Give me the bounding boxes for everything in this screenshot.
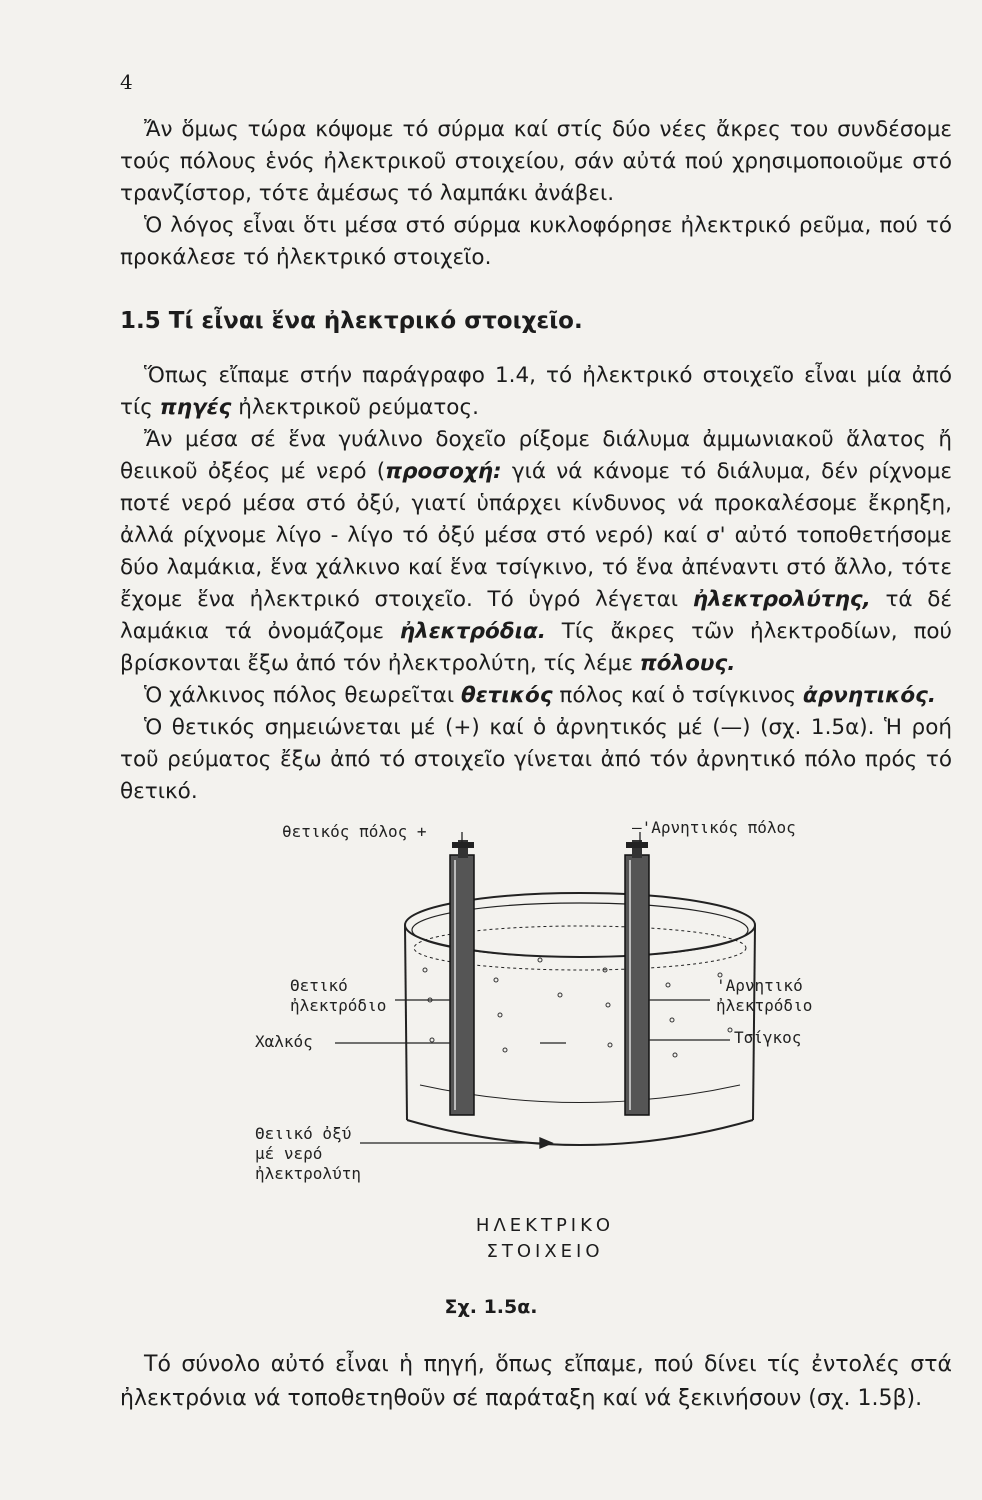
term-electrodes: ἠλεκτρόδια. <box>399 619 546 644</box>
label-acid-electrolyte <box>255 1124 361 1184</box>
term-sources: πηγές <box>159 395 232 420</box>
bubble <box>608 1043 612 1047</box>
label-line: ἠλεκτρολύτη <box>255 1164 361 1183</box>
text-run: Ἄν μέσα σέ ἕνα γυάλινο δοχεῖο ρίξομε διάλυμα ἀμμωνιακοῦ ἅλατος ἤ θειικοῦ ὀξέος μέ νερό ( <box>120 427 952 484</box>
term-poles: πόλους. <box>639 651 736 676</box>
copper-electrode <box>450 840 474 1115</box>
section-paragraph-3 <box>120 680 952 712</box>
label-negative-pole: –'Αρνητικός πόλος <box>632 818 796 837</box>
zinc-plate <box>625 855 649 1115</box>
text-run: γιά νά κάνομε τό διάλυμα, δέν ρίχνομε ποτέ νερό μέσα στό ὀξύ, γιατί ὑπάρχει κίνδυνος νά προκαλέσομε ἔκρηξη, ἀλλά ρίχνομε λίγο - λίγο τό ὀξύ μέσα στό νερό) καί σ' αὐτό τοποθετήσομε δύο λαμάκια, ἕνα χάλκινο καί ἕνα τσίγκινο, τό ἕνα ἀπέναντι στό ἄλλο, τότε ἔχομε ἕνα ἠλεκτρικό στοιχεῖο. Τό ὑγρό λέγεται <box>120 459 952 612</box>
label-copper: Χαλκός <box>255 1032 313 1051</box>
bubble <box>666 983 670 987</box>
bubble <box>498 1013 502 1017</box>
section-paragraph-1 <box>120 360 952 424</box>
intro-text <box>120 114 952 274</box>
label-line: 'Αρνητικό <box>716 976 803 995</box>
section-heading: 1.5 Τί εἶναι ἕνα ἠλεκτρικό στοιχεῖο. <box>120 308 583 334</box>
text-run: ἠλεκτρικοῦ ρεύματος. <box>231 395 479 420</box>
figure-caption: Σχ. 1.5α. <box>444 1296 538 1318</box>
text-run: τά δέ λαμάκια τά ὀνομάζομε <box>120 587 952 644</box>
zinc-terminal-cap <box>626 842 648 848</box>
label-line: ἠλεκτρόδιο <box>290 996 387 1015</box>
label-line: Θειικό ὀξύ <box>255 1124 352 1143</box>
figure-title-line: ΣΤΟΙΧΕΙΟ <box>486 1241 604 1262</box>
text-run: Ὅπως εἴπαμε στήν παράγραφο 1.4, τό ἠλεκτρικό στοιχεῖο εἶναι μία ἀπό τίς <box>120 363 952 420</box>
bubble <box>670 1018 674 1022</box>
term-negative: ἀρνητικός. <box>802 683 937 708</box>
term-electrolyte: ἠλεκτρολύτης, <box>692 587 871 612</box>
text-run: Ὁ χάλκινος πόλος θεωρεῖται <box>144 683 461 708</box>
bubble <box>423 968 427 972</box>
label-line: μέ νερό <box>255 1144 323 1163</box>
intro-paragraph-1: Ἄν ὅμως τώρα κόψομε τό σύρμα καί στίς δύο νέες ἄκρες του συνδέσομε τούς πόλους ἑνός ἠλεκτρικοῦ στοιχείου, σάν αὐτά πού χρησιμοποιοῦμε στό τρανζίστορ, τότε ἀμέσως τό λαμπάκι ἀνάβει. <box>120 117 952 206</box>
jar-bottom <box>407 1120 753 1145</box>
bubble <box>728 1028 732 1032</box>
jar-left-wall <box>405 925 407 1120</box>
bubble <box>494 978 498 982</box>
label-line: Θετικό <box>290 976 348 995</box>
page-number: 4 <box>120 70 133 94</box>
label-positive-pole: θετικός πόλος + <box>282 822 427 841</box>
closing-text <box>120 1348 952 1416</box>
jar-right-wall <box>753 925 755 1120</box>
zinc-electrode <box>625 840 649 1115</box>
label-positive-electrode <box>290 976 386 1016</box>
bubble <box>673 1053 677 1057</box>
bubble <box>538 958 542 962</box>
text-run: Τίς ἄκρες τῶν ἠλεκτροδίων, πού βρίσκονται ἔξω ἀπό τόν ἠλεκτρολύτη, τίς λέμε <box>120 619 952 676</box>
section-body <box>120 360 952 808</box>
label-negative-electrode <box>716 976 812 1016</box>
bubble <box>430 1038 434 1042</box>
term-positive: θετικός <box>460 683 553 708</box>
warning-term: προσοχή: <box>385 459 502 484</box>
bubble <box>503 1048 507 1052</box>
label-line: ἠλεκτρόδιο <box>716 996 813 1015</box>
text-run: πόλος καί ὁ τσίγκινος <box>552 683 803 708</box>
closing-paragraph: Τό σύνολο αὐτό εἶναι ἡ πηγή, ὅπως εἴπαμε, πού δίνει τίς ἐντολές στά ἠλεκτρόνια νά τοποθετηθοῦν σέ παράταξη καί νά ξεκινήσουν (σχ. 1.5β). <box>120 1352 952 1411</box>
label-zinc: Τσίγκος <box>734 1028 802 1047</box>
bubble <box>606 1003 610 1007</box>
bubble <box>558 993 562 997</box>
copper-terminal-cap <box>452 842 474 848</box>
acid-arrow-head <box>540 1138 552 1148</box>
intro-paragraph-2: Ὁ λόγος εἶναι ὅτι μέσα στό σύρμα κυκλοφόρησε ἠλεκτρικό ρεῦμα, πού τό προκάλεσε τό ἠλεκτρικό στοιχεῖο. <box>120 213 952 270</box>
figure-title-line: ΗΛΕΚΤΡΙΚΟ <box>475 1215 615 1236</box>
section-paragraph-2 <box>120 424 952 680</box>
figure-title <box>440 1213 650 1265</box>
copper-plate <box>450 855 474 1115</box>
section-paragraph-4: Ὁ θετικός σημειώνεται μέ (+) καί ὁ ἀρνητικός μέ (—) (σχ. 1.5α). Ἡ ροή τοῦ ρεύματος ἔξω ἀπό τό στοιχεῖο γίνεται ἀπό τόν ἀρνητικό πόλο πρός τό θετικό. <box>120 715 952 804</box>
